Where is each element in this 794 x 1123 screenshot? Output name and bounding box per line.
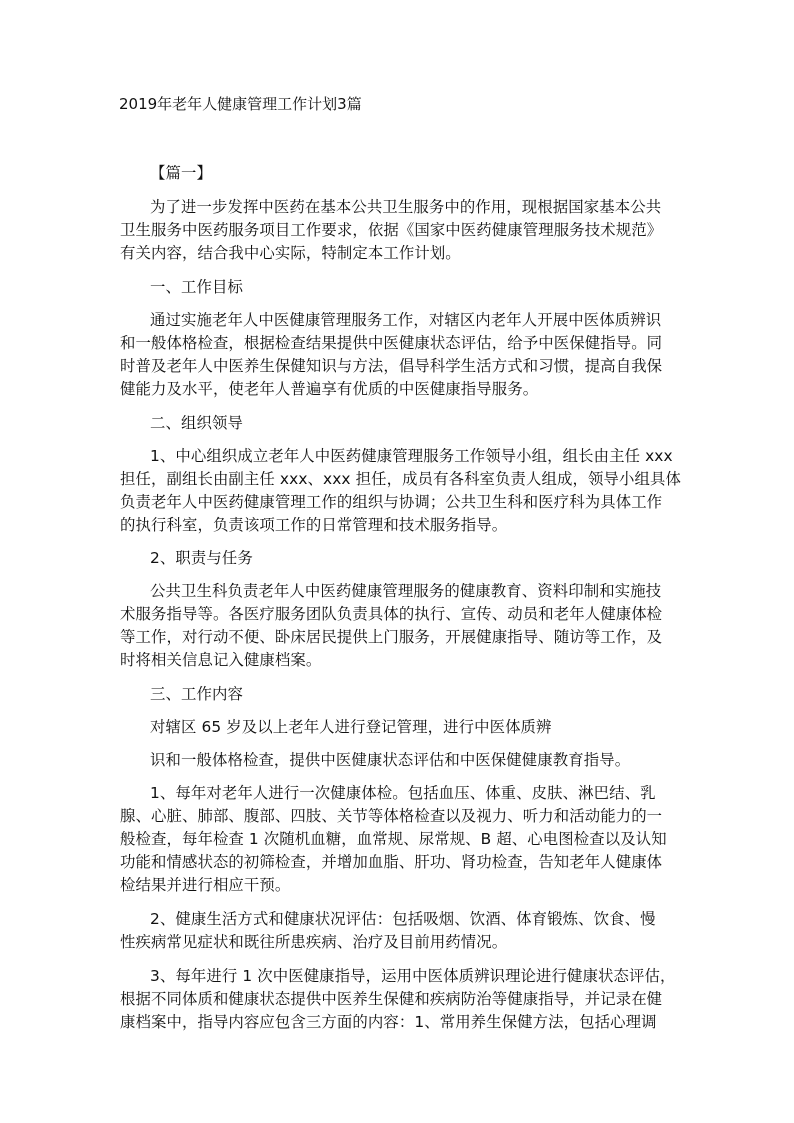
subheading-duties: 2、职责与任务 (150, 549, 253, 567)
org-line-1: 1、中心组织成立老年人中医药健康管理服务工作领导小组，组长由主任 xxx (150, 447, 673, 465)
goals-line-2: 和一般体格检查，根据检查结果提供中医健康状态评估，给予中医保健指导。同 (120, 334, 663, 352)
checkup-line-4: 功能和情感状态的初筛检查，并增加血脂、肝功、肾功检查，告知老年人健康体 (120, 853, 663, 871)
checkup-line-2: 腺、心脏、肺部、腹部、四肢、关节等体格检查以及视力、听力和活动能力的一 (120, 807, 663, 825)
org-line-4: 的执行科室，负责该项工作的日常管理和技术服务指导。 (120, 516, 508, 534)
checkup-line-1: 1、每年对老年人进行一次健康体检。包括血压、体重、皮肤、淋巴结、乳 (150, 784, 656, 802)
section-heading-organization: 二、组织领导 (150, 414, 243, 432)
duties-line-2: 术服务指导等。各医疗服务团队负责具体的执行、宣传、动员和老年人健康体检 (120, 605, 663, 623)
duties-line-4: 时将相关信息记入健康档案。 (120, 651, 322, 669)
intro-line-3: 有关内容，结合我中心实际，特制定本工作计划。 (120, 244, 461, 262)
content-intro-line-2: 识和一般体格检查，提供中医健康状态评估和中医保健健康教育指导。 (150, 751, 631, 769)
lifestyle-line-2: 性疾病常见症状和既往所患疾病、治疗及目前用药情况。 (120, 933, 508, 951)
goals-line-1: 通过实施老年人中医健康管理服务工作，对辖区内老年人开展中医体质辨识 (150, 311, 662, 329)
document-title: 2019年老年人健康管理工作计划3篇 (119, 95, 362, 113)
section-heading-content: 三、工作内容 (150, 685, 243, 703)
intro-line-2: 卫生服务中医药服务项目工作要求，依据《国家中医药健康管理服务技术规范》 (120, 221, 663, 239)
guidance-line-3: 康档案中，指导内容应包含三方面的内容：1、常用养生保健方法，包括心理调 (120, 1013, 657, 1031)
guidance-line-1: 3、每年进行 1 次中医健康指导，运用中医体质辨识理论进行健康状态评估， (150, 967, 676, 985)
org-line-2: 担任，副组长由副主任 xxx、xxx 担任，成员有各科室负责人组成，领导小组具体 (120, 470, 681, 488)
lifestyle-line-1: 2、健康生活方式和健康状况评估：包括吸烟、饮酒、体育锻炼、饮食、慢 (150, 910, 656, 928)
checkup-line-5: 检结果并进行相应干预。 (120, 876, 291, 894)
goals-line-3: 时普及老年人中医养生保健知识与方法，倡导科学生活方式和习惯，提高自我保 (120, 357, 663, 375)
section-heading-goals: 一、工作目标 (150, 278, 243, 296)
org-line-3: 负责老年人中医药健康管理工作的组织与协调；公共卫生科和医疗科为具体工作 (120, 493, 663, 511)
checkup-line-3: 般检查，每年检查 1 次随机血糖，血常规、尿常规、B 超、心电图检查以及认知 (120, 830, 667, 848)
content-intro-line-1: 对辖区 65 岁及以上老年人进行登记管理，进行中医体质辨 (150, 718, 552, 736)
duties-line-3: 等工作，对行动不便、卧床居民提供上门服务，开展健康指导、随访等工作，及 (120, 628, 663, 646)
part-heading: 【篇一】 (150, 164, 212, 182)
duties-line-1: 公共卫生科负责老年人中医药健康管理服务的健康教育、资料印制和实施技 (150, 582, 662, 600)
intro-line-1: 为了进一步发挥中医药在基本公共卫生服务中的作用，现根据国家基本公共 (150, 198, 662, 216)
guidance-line-2: 根据不同体质和健康状态提供中医养生保健和疾病防治等健康指导，并记录在健 (120, 990, 663, 1008)
goals-line-4: 健能力及水平，使老年人普遍享有优质的中医健康指导服务。 (120, 380, 539, 398)
